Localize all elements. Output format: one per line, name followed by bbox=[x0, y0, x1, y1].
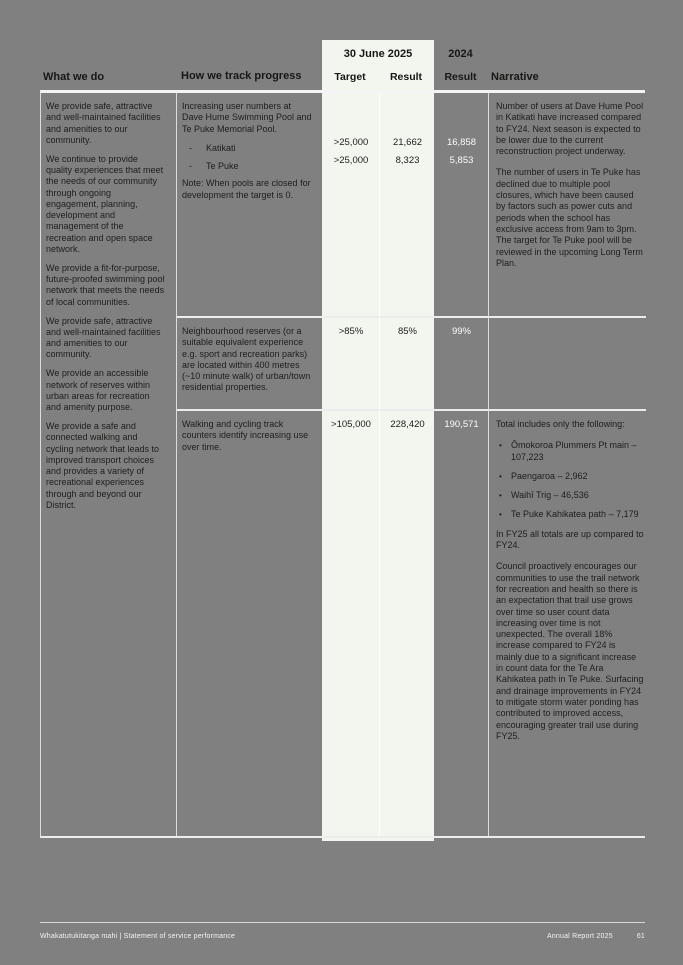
what-we-do-paragraph: We provide safe, attractive and well-maintained facilities and amenities to our community. bbox=[46, 101, 161, 145]
target-cell-row2 bbox=[323, 316, 379, 409]
narrative-paragraph: Council proactively encourages our communities to use the trail network for recreation and health so there is an expectation that trail use grows over time so user count data increasing over time is not unexpected. The overall 18% increase compared to FY24 is mainly due to a significant increase in count data for the Te Ara Kahikatea path in Te Puke. Surfacing and drainage improvements in FY24 to mitigate storm water ponding has contributed to improved access, encouraging greater trail use during FY25. bbox=[496, 561, 644, 741]
performance-table bbox=[40, 40, 645, 840]
col-group-2024: 2024 bbox=[448, 48, 473, 60]
narrative-intro: Total includes only the following: bbox=[496, 419, 625, 429]
what-we-do-paragraph: We provide an accessible network of reserves within urban areas for recreation and amenity purpose. bbox=[46, 368, 151, 413]
narrative-paragraph: The number of users in Te Puke has declined due to multiple pool closures, which have been caused by factors such as power cuts and periods when the school has exclusive access from 9am to 3pm. The target for Te Puke pool will be reviewed in the upcoming Long Term Plan. bbox=[496, 167, 643, 268]
target-value: >85% bbox=[338, 326, 364, 337]
measure-pools-cell bbox=[177, 93, 323, 316]
narrative-paragraph: In FY25 all totals are up compared to FY24. bbox=[496, 528, 644, 551]
footer-section-title: Whakatutukitanga mahi | Statement of service performance bbox=[40, 933, 236, 940]
result-2024-cell-row3 bbox=[435, 409, 488, 836]
result-value: 85% bbox=[397, 326, 417, 337]
page-footer bbox=[40, 922, 645, 940]
counter-list-item: • Waihī Trig – 46,536 bbox=[496, 490, 644, 501]
what-we-do-paragraph: We provide a fit-for-purpose, future-proofed swimming pool network that meets the needs of local communities. bbox=[46, 262, 165, 307]
table-body bbox=[40, 90, 645, 838]
measure-tracks-cell bbox=[177, 409, 323, 836]
narrative-paragraph: Number of users at Dave Hume Pool in Katikati have increased compared to FY24. Next season is expected to be lower due to the current reconstruction project underway. bbox=[496, 101, 644, 157]
measure-reserves-cell bbox=[177, 316, 323, 409]
col-header-how-we-track: How we track progress bbox=[181, 70, 302, 82]
what-we-do-paragraph: We provide a safe and connected walking and cycling network that leads to improved transport choices and provides a variety of recreational experiences through and beyond our District. bbox=[46, 420, 160, 510]
result-2024-cell-row2 bbox=[435, 316, 488, 409]
what-we-do-paragraph: We provide safe, attractive and well-maintained facilities and amenities to our community. bbox=[46, 315, 161, 360]
table-header bbox=[40, 40, 645, 90]
what-we-do-paragraph: We continue to provide quality experiences that meet the needs of our community through ongoing engagement, planning, development and management of the recreation and open space network. bbox=[46, 153, 164, 255]
result-2024-value: 5,853 bbox=[449, 155, 474, 166]
result-value: 8,323 bbox=[395, 155, 420, 166]
result-2025-cell-row1 bbox=[379, 93, 435, 316]
result-2024-value: 99% bbox=[451, 326, 471, 337]
col-header-target: Target bbox=[334, 71, 366, 83]
pool-list-item: - Te Puke bbox=[182, 160, 313, 178]
what-we-do-cell bbox=[41, 93, 177, 836]
footer-report-title: Annual Report 2025 bbox=[546, 933, 613, 940]
measure-pools-note: Note: When pools are closed for development the target is 0. bbox=[182, 178, 311, 200]
pool-list-item: - Katikati bbox=[182, 142, 313, 160]
narrative-cell-row2 bbox=[488, 316, 646, 409]
result-2024-value: 190,571 bbox=[444, 419, 479, 430]
col-header-narrative: Narrative bbox=[491, 71, 539, 83]
narrative-cell-row1 bbox=[488, 93, 646, 316]
col-header-what-we-do: What we do bbox=[43, 71, 105, 83]
counter-list-item: • Ōmokoroa Plummers Pt main – 107,223 bbox=[496, 440, 644, 463]
target-value: >25,000 bbox=[333, 137, 369, 148]
col-header-result-2024: Result bbox=[444, 71, 477, 83]
measure-tracks-text: Walking and cycling track counters identify increasing use over time. bbox=[182, 419, 309, 452]
result-2024-cell-row1 bbox=[435, 93, 488, 316]
narrative-cell-row3 bbox=[488, 409, 646, 836]
result-value: 21,662 bbox=[392, 137, 423, 148]
result-2025-cell-row3 bbox=[379, 409, 435, 836]
target-cell-row3 bbox=[323, 409, 379, 836]
measure-reserves-text: Neighbourhood reserves (or a suitable equivalent experience e.g. sport and recreation parks) are located within 400 metres (~10 minute walk) of urban/town residential properties. bbox=[182, 326, 311, 393]
counter-list-item: • Te Puke Kahikatea path – 7,179 bbox=[496, 509, 644, 520]
target-value: >25,000 bbox=[333, 155, 369, 166]
col-header-result-2025: Result bbox=[389, 71, 423, 83]
target-cell-row1 bbox=[323, 93, 379, 316]
result-value: 228,420 bbox=[390, 419, 425, 430]
counter-list-item: • Paengaroa – 2,962 bbox=[496, 471, 644, 482]
target-value: >105,000 bbox=[331, 419, 371, 430]
result-2025-cell-row2 bbox=[379, 316, 435, 409]
footer-right-group bbox=[547, 933, 645, 940]
result-2024-value: 16,858 bbox=[446, 137, 477, 148]
measure-pools-text: Increasing user numbers at Dave Hume Swimming Pool and Te Puke Memorial Pool. bbox=[182, 101, 312, 134]
col-group-30-june-2025: 30 June 2025 bbox=[343, 48, 413, 60]
page-number: 61 bbox=[636, 933, 645, 940]
